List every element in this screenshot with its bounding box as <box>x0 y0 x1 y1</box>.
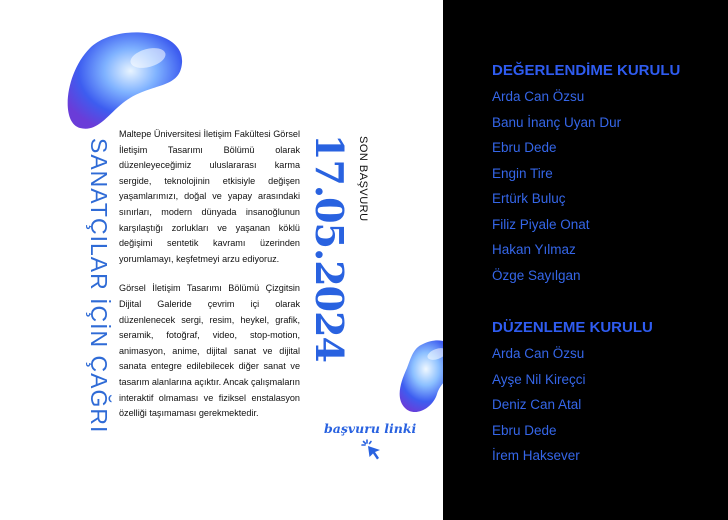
poster-description <box>119 127 300 422</box>
committee-member: Engin Tire <box>492 165 553 181</box>
committee-member: Ertürk Buluç <box>492 191 566 206</box>
poster-vertical-title: SANATÇILAR İÇİN ÇAĞRI <box>86 138 112 434</box>
committee-member: Ebru Dede <box>492 422 557 438</box>
committee-member: İrem Haksever <box>492 448 580 463</box>
deadline-label: SON BAŞVURU <box>357 136 369 222</box>
apply-link[interactable]: başvuru linki <box>324 421 417 436</box>
committee-member: Banu İnanç Uyan Dur <box>492 114 622 130</box>
description-paragraph: Görsel İletişim Tasarımı Bölümü Çizgitsin Dijital Galeride çevrim içi olarak düzenlenecek sergi, resim, heykel, grafik, seramik, fotoğraf, video, stop-motion, animasyon, anime, dijital sanat ve dijital sanata entegre edilebilecek diğer sanat ve tasarım alanlarına açıktır. Ancak çalışmaların interaktif olmaması ve fiziksel enstalasyon özelliği taşımaması gerekmektedir. <box>119 283 300 419</box>
organizing-committee-list <box>492 341 586 469</box>
deadline-date: 17.05.2024 <box>307 134 352 362</box>
committee-member: Ebru Dede <box>492 140 557 155</box>
liquid-blob-icon <box>60 28 188 133</box>
committee-member: Filiz Piyale Onat <box>492 216 590 232</box>
committee-member: Deniz Can Atal <box>492 397 582 412</box>
committee-member: Arda Can Özsu <box>492 346 585 361</box>
cursor-click-icon <box>361 439 383 461</box>
committee-member: Ayşe Nil Kireçci <box>492 371 586 387</box>
committee-member: Özge Sayılgan <box>492 267 581 283</box>
committee-member: Arda Can Özsu <box>492 89 585 104</box>
evaluation-committee-list <box>492 84 621 288</box>
description-paragraph: Maltepe Üniversitesi İletişim Fakültesi Görsel İletişim Tasarımı Bölümü olarak düzenleyeceğimiz uluslararası karma sergide, teknolojinin etkisiyle değişen yaşamlarımızı, doğal ve yapay arasındaki sınırları, modern dünyada insanoğlunun karşılaştığı zorlukları ve yaşanan köklü değişimi sentetik kavramı üzerinden yorumlamayı, keşfetmeyi arzu ediyoruz. <box>119 129 300 264</box>
organizing-committee-title: DÜZENLEME KURULU <box>492 319 653 336</box>
evaluation-committee-title: DEĞERLENDİME KURULU <box>492 62 681 79</box>
committee-member: Hakan Yılmaz <box>492 242 576 257</box>
